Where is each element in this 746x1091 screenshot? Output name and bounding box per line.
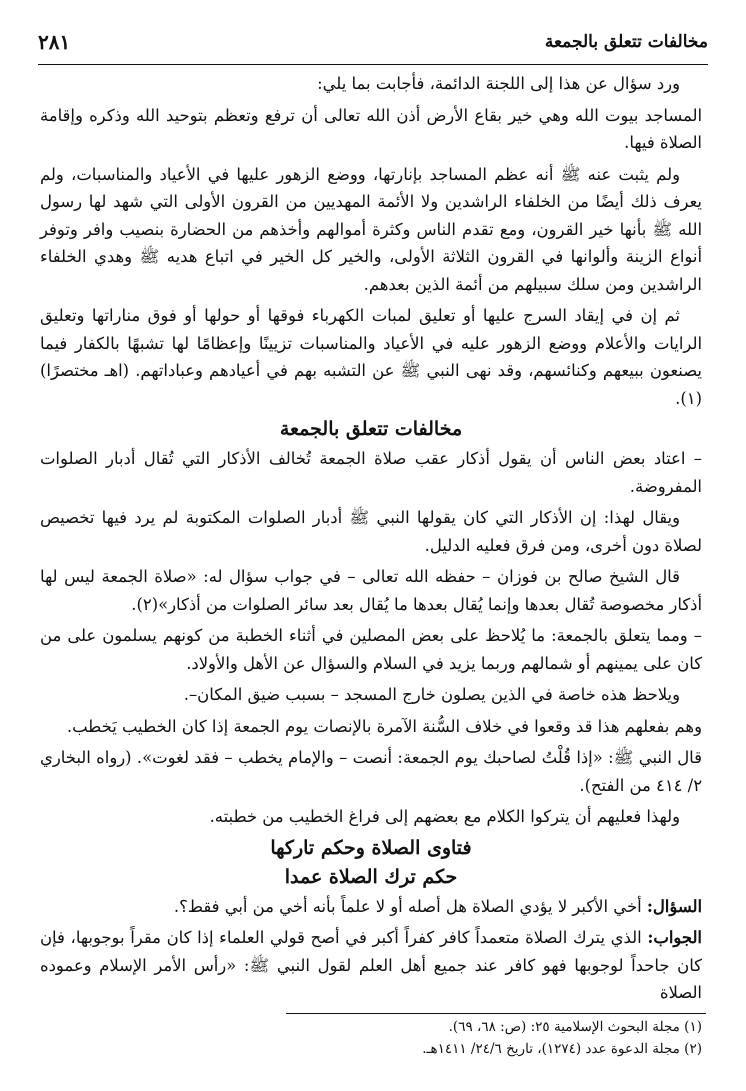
footnote: (٢) مجلة الدعوة عدد (١٢٧٤)، تاريخ ٢٤/٦/ ١٤١١هـ. [422,1041,702,1057]
paragraph: ويلاحظ هذه خاصة في الذين يصلون خارج المسجد – بسبب ضيق المكان–. [183,685,680,704]
answer-label: الجواب: [647,928,702,947]
section-heading: فتاوى الصلاة وحكم تاركها [270,836,472,859]
footnote: (١) مجلة البحوث الإسلامية ٢٥: (ص: ٦٨، ٦٩). [448,1019,702,1035]
paragraph: – ومما يتعلق بالجمعة: ما يُلاحظ على بعض المصلين في أثناء الخطبة من كونهم يسلمون على من كان على يمينهم أو شمالهم وربما يزيد في السلام والسؤال عن الأهل والأولاد. [40,626,702,673]
question-paragraph [40,893,702,921]
paragraph: قال النبي ﷺ: «إذا قُلْتُ لصاحبك يوم الجمعة: أنصت – والإمام يخطب – فقد لغوت». (رواه البخاري ٢/ ٤١٤ من الفتح). [40,748,702,795]
footnotes [40,1016,702,1060]
paragraph: المساجد بيوت الله وهي خير بقاع الأرض أذن الله تعالى أن ترفع وتعظم بتوحيد الله وذكره وإقامة الصلاة فيها. [40,105,702,152]
page-number: ٢٨١ [38,30,71,54]
paragraph: – اعتاد بعض الناس أن يقول أذكار عقب صلاة الجمعة تُخالف الأذكار التي تُقال أدبار الصلوات المفروضة. [40,449,702,496]
running-header [38,28,708,62]
question-label: السؤال: [646,896,702,916]
header-title: مخالفات تتعلق بالجمعة [544,32,708,52]
answer-paragraph [40,924,702,1007]
section-heading: مخالفات تتعلق بالجمعة [279,418,463,440]
paragraph: ولهذا فعليهم أن يتركوا الكلام مع بعضهم إلى فراغ الخطيب من خطبته. [209,807,680,826]
paragraph: ويقال لهذا: إن الأذكار التي كان يقولها النبي ﷺ أدبار الصلوات المكتوبة لم يرد فيها تخصيص لصلاة دون أخرى، ومن فرق فعليه الدليل. [40,508,702,555]
question-text: أخي الأكبر لا يؤدي الصلاة هل أصله أو لا علماً بأنه أخي من أبي فقط؟. [173,896,642,916]
paragraph: ولم يثبت عنه ﷺ أنه عظم المساجد بإنارتها، ووضع الزهور عليها في الأعياد والمناسبات، ولم يعرف ذلك أيضًا من الخلفاء الراشدين ولا الأئمة المهديين من القرون الأولى التي شهد لها رسول الله ﷺ بأنها خير القرون، ومع تقدم الناس وكثرة أموالهم وأخذهم من الحضارة بنصيب وافر وتوفر أنواع الزينة وألوانها في القرون الثلاثة الأولى، والخير كل الخير في اتباع هديه ﷺ وهدي الخلفاء الراشدين ومن سلك سبيلهم من أئمة الذين بعدهم. [40,164,702,294]
paragraph: ثم إن في إيقاد السرج عليها أو تعليق لمبات الكهرباء فوقها أو حولها أو فوق مناراتها وتعليق الرايات والأعلام ووضع الزهور عليه في الأعياد والمناسبات تزيينًا وإعظامًا لها تشبهًا بالكفار فيما يصنعون ببيعهم وكنائسهم، وقد نهى النبي ﷺ عن التشبه بهم في أعيادهم وعباداتهم. (اهـ مختصرًا)(١). [40,306,702,408]
paragraph: ورد سؤال عن هذا إلى اللجنة الدائمة، فأجابت بما يلي: [317,74,680,93]
footnote-divider [286,1013,706,1014]
main-text [40,70,702,1011]
answer-text: الذي يترك الصلاة متعمداً كافر كفراً أكبر في أصح قولي العلماء إذا كان مقراً بوجوبها، فإن كان جاحداً لوجوبها فهو كافر عند جميع أهل العلم لقول النبي ﷺ: «رأس الأمر الإسلام وعموده الصلاة [40,928,702,1002]
paragraph: قال الشيخ صالح بن فوزان – حفظه الله تعالى – في جواب سؤال له: «صلاة الجمعة ليس لها أذكار مخصوصة تُقال بعدها وإنما يُقال بعدها ما يُقال بعد سائر الصلوات من أذكار»(٢). [40,567,702,614]
section-subheading: حكم ترك الصلاة عمدا [284,865,458,888]
paragraph: وهم بفعلهم هذا قد وقعوا في خلاف السُّنة الآمرة بالإنصات يوم الجمعة إذا كان الخطيب يَخطب. [66,716,702,736]
header-divider [38,64,708,65]
